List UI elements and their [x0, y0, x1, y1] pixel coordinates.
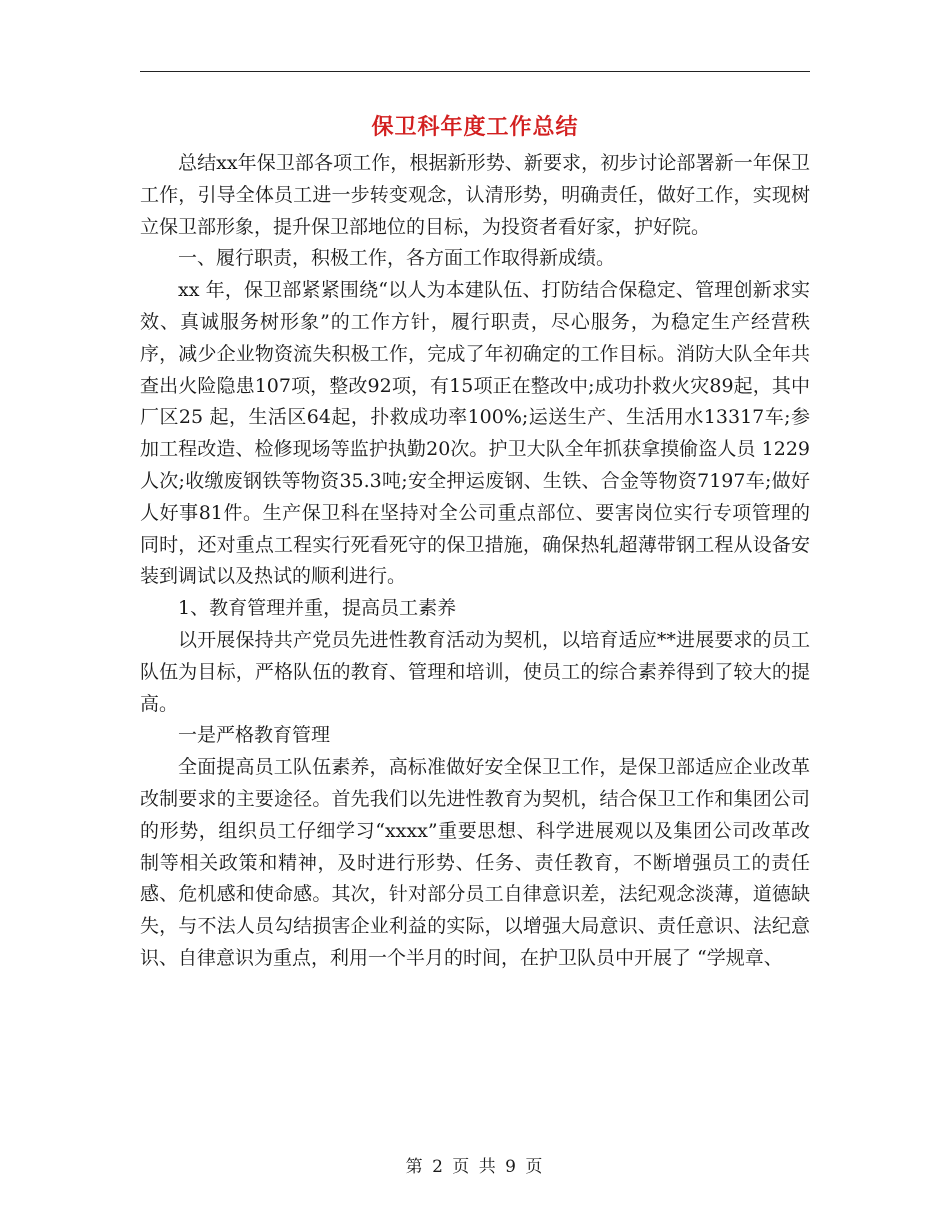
subsection-heading-1: 1、教育管理并重，提高员工素养	[178, 597, 457, 620]
document-body	[140, 148, 810, 975]
subsection-heading-2: 一是严格教育管理	[178, 724, 331, 747]
page-footer: 第 2 页 共 9 页	[405, 1157, 545, 1177]
section-heading-1: 一、履行职责，积极工作，各方面工作取得新成绩。	[178, 247, 616, 270]
paragraph-management: 全面提高员工队伍素养，高标准做好安全保卫工作，是保卫部适应企业改革改制要求的主要途径。首先我们以先进性教育为契机，结合保卫工作和集团公司的形势，组织员工仔细学习“xxxx”重要思想、科学进展观以及集团公司改革改制等相关政策和精神，及时进行形势、任务、责任教育，不断增强员工的责任感、危机感和使命感。其次，针对部分员工自律意识差，法纪观念淡薄，道德缺失，与不法人员勾结损害企业利益的实际，以增强大局意识、责任意识、法纪意识、自律意识为重点，利用一个半月的时间，在护卫队员中开展了 “学规章、	[140, 756, 810, 969]
paragraph-achievements: xx 年，保卫部紧紧围绕“以人为本建队伍、打防结合保稳定、管理创新求实效、真诚服务树形象”的工作方针，履行职责，尽心服务，为稳定生产经营秩序，减少企业物资流失积极工作，完成了年初确定的工作目标。消防大队全年共查出火险隐患107项，整改92项，有15项正在整改中;成功扑救火灾89起，其中厂区25 起，生活区64起，扑救成功率100%;运送生产、生活用水13317车;参加工程改造、检修现场等监护执勤20次。护卫大队全年抓获拿摸偷盗人员 1229人次;收缴废钢铁等物资35.3吨;安全押运废钢、生铁、合金等物资7197车;做好人好事81件。生产保卫科在坚持对全公司重点部位、要害岗位实行专项管理的同时，还对重点工程实行死看死守的保卫措施，确保热轧超薄带钢工程从设备安装到调试以及热试的顺利进行。	[140, 279, 810, 588]
header-rule	[140, 71, 810, 72]
paragraph-education: 以开展保持共产党员先进性教育活动为契机，以培育适应**进展要求的员工队伍为目标，严格队伍的教育、管理和培训，使员工的综合素养得到了较大的提高。	[140, 628, 810, 715]
paragraph-intro: 总结xx年保卫部各项工作，根据新形势、新要求，初步讨论部署新一年保卫工作，引导全体员工进一步转变观念，认清形势，明确责任，做好工作，实现树立保卫部形象，提升保卫部地位的目标，为投资者看好家，护好院。	[140, 152, 810, 238]
document-title: 保卫科年度工作总结	[371, 114, 579, 140]
